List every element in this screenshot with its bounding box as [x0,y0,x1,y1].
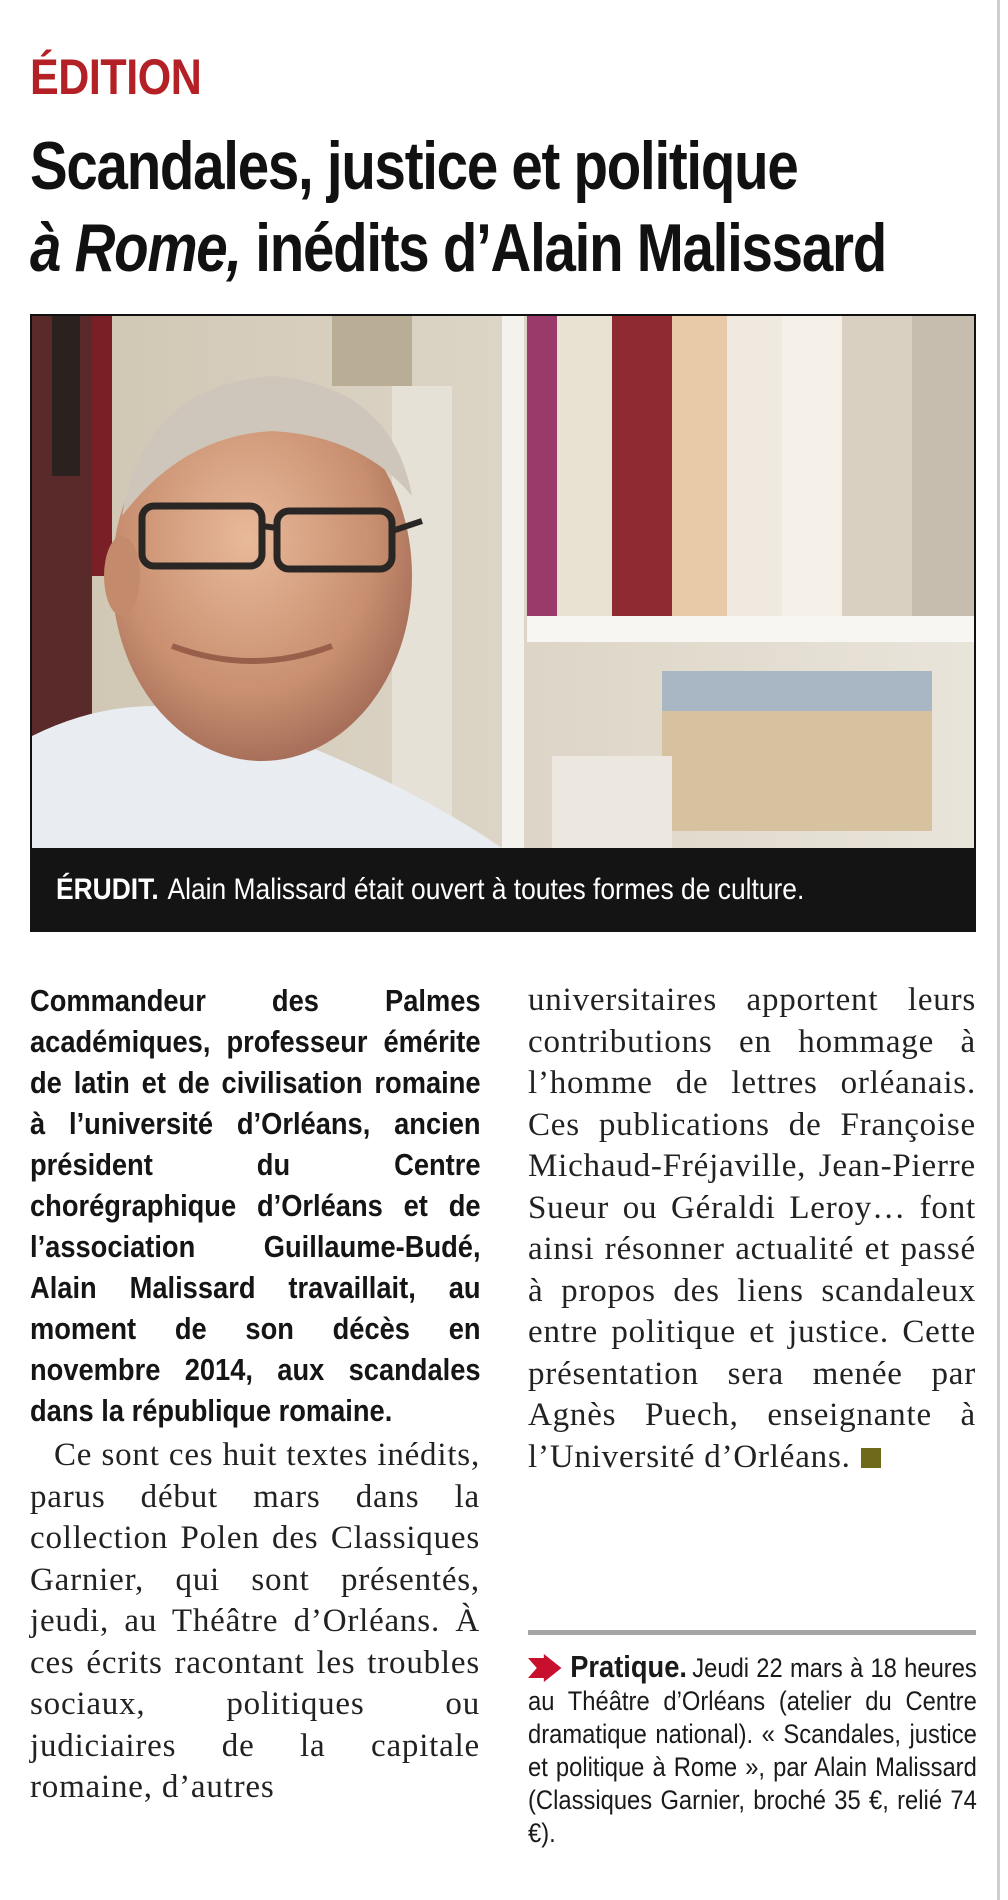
photo-caption [30,848,976,932]
arrow-right-icon [528,1654,561,1682]
caption-body: Alain Malissard était ouvert à toutes formes de culture. [167,873,805,906]
article-intro: Commandeur des Palmes académiques, professeur émérite de latin et de civilisation romaine à l’université d’Orléans, ancien président du Centre chorégraphique d’Orléans et de l’association Guillaume-Budé, Alain Malissard travaillait, au moment de son décès en novembre 2014, aux scandales dans la république romaine. [30,983,481,1428]
page-edge-rule [997,0,1000,1900]
headline-line-1: Scandales, justice et politique [30,128,798,204]
paragraph-right-text: universitaires apportent leurs contributions en hommage à l’homme de lettres orléanais. Ces publications de Françoise Michaud-Fréjaville, Jean-Pierre Sueur ou Géraldi Leroy… font ainsi résonner actualité et passé à propos des liens scandaleux entre politique et justice. Cette présentation sera menée par Agnès Puech, enseignante à l’Université d’Orléans. [528,982,976,1475]
section-kicker: ÉDITION [30,49,202,105]
practical-info-text: Jeudi 22 mars à 18 heures au Théâtre d’Orléans (atelier du Centre dramatique national). « Scandales, justice et politique à Rome », par Alain Malissard (Classiques Garnier, broché 35 €, relié 74 €). [528,1653,977,1848]
column-right [528,980,976,1478]
practical-info-box [528,1650,977,1850]
article-paragraph-right [528,980,976,1478]
headline-italic: à Rome, [30,210,241,286]
caption-lead: ÉRUDIT. [56,873,159,906]
photo-frame [30,314,976,932]
headline [30,125,943,289]
practical-info-lead: Pratique. [570,1649,687,1684]
headline-rest: inédits d’Alain Malissard [240,210,886,286]
portrait-photo [32,316,974,848]
headline-line-2 [30,207,943,289]
info-box-rule [528,1630,976,1635]
article-paragraph-left: Ce sont ces huit textes inédits, parus début mars dans la collection Polen des Classiques Garnier, qui sont présentés, jeudi, au Théâtre d’Orléans. À ces écrits racontant les troubles sociaux, politiques ou judiciaires de la capitale romaine, d’autres [30,1437,480,1805]
end-of-article-mark [861,1448,881,1468]
column-left [30,980,480,1809]
practical-info [528,1650,977,1850]
caption-text [56,873,804,907]
